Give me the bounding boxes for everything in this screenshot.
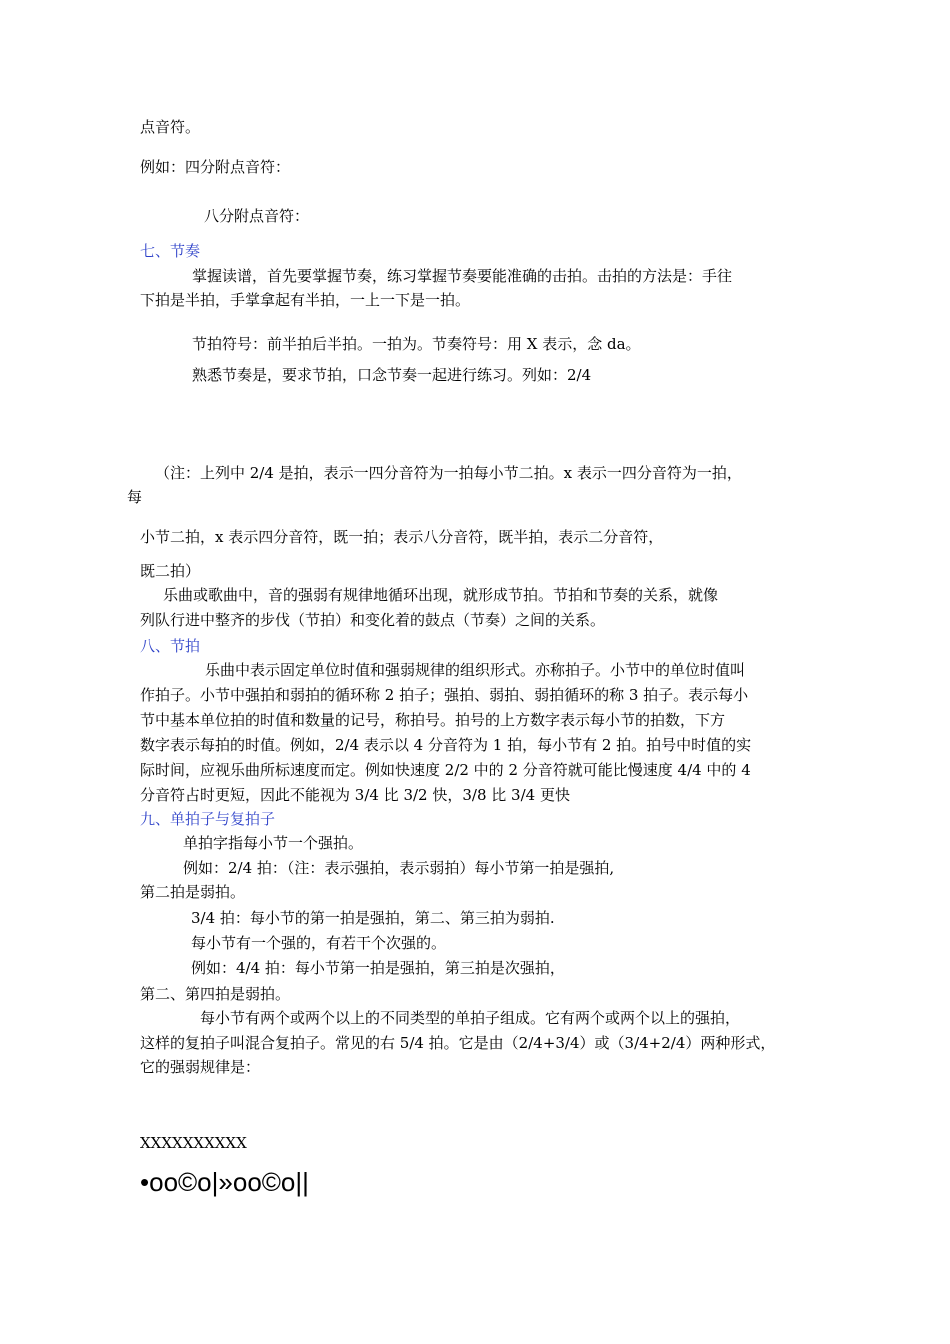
- rhythm-notation: XXXXXXXXXX: [140, 1134, 247, 1152]
- text-line: 单拍字指每小节一个强拍。: [183, 834, 364, 852]
- text-line: 例如：2/4 拍：（注：表示强拍，表示弱拍）每小节第一拍是强拍,: [183, 859, 615, 877]
- text-line: 乐曲中表示固定单位时值和强弱规律的组织形式。亦称拍子。小节中的单位时值叫: [205, 661, 746, 679]
- text-line: 第二、第四拍是弱拍。: [140, 985, 291, 1003]
- text-line: 八分附点音符：: [204, 207, 310, 225]
- text-line: 下拍是半拍，手掌拿起有半拍，一上一下是一拍。: [140, 291, 471, 309]
- text-line: 例如：4/4 拍：每小节第一拍是强拍，第三拍是次强拍，: [191, 959, 565, 977]
- text-line: 列队行进中整齐的步伐（节拍）和变化着的鼓点（节奏）之间的关系。: [140, 611, 606, 629]
- text-line: 掌握读谱，首先要掌握节奏，练习掌握节奏要能准确的击拍。击拍的方法是：手往: [192, 267, 733, 285]
- text-line: （注：上列中 2/4 是拍，表示一四分音符为一拍每小节二拍。x 表示一四分音符为一拍，: [155, 464, 742, 482]
- text-line: 数字表示每拍的时值。例如，2/4 表示以 4 分音符为 1 拍，每小节有 2 拍。拍号中时值的实: [140, 736, 752, 754]
- rhythm-symbols: •oo©o|»oo©o||: [140, 1167, 309, 1197]
- text-line: 它的强弱规律是：: [140, 1058, 261, 1076]
- section-heading-8: 八、节拍: [140, 637, 201, 655]
- section-heading-7: 七、节奏: [140, 242, 201, 260]
- text-line: 第二拍是弱拍。: [140, 883, 246, 901]
- text-line: 节中基本单位拍的时值和数量的记号，称拍号。拍号的上方数字表示每小节的拍数，下方: [140, 711, 726, 729]
- text-line: 这样的复拍子叫混合复拍子。常见的右 5/4 拍。它是由（2/4+3/4）或（3/4+2/4）两种形式，: [140, 1034, 776, 1052]
- section-heading-9: 九、单拍子与复拍子: [140, 810, 276, 828]
- text-line: 例如：四分附点音符：: [140, 158, 291, 176]
- text-line: 节拍符号：前半拍后半拍。一拍为。节奏符号：用 X 表示，念 da。: [192, 335, 641, 353]
- text-line: 乐曲或歌曲中，音的强弱有规律地循环出现，就形成节拍。节拍和节奏的关系，就像: [163, 586, 719, 604]
- text-line: 际时间，应视乐曲所标速度而定。例如快速度 2/2 中的 2 分音符就可能比慢速度 4/4 中的 4: [140, 761, 751, 779]
- text-line: 小节二拍，x 表示四分音符，既一拍；表示八分音符，既半拍，表示二分音符，: [140, 528, 664, 546]
- text-line: 既二拍）: [140, 562, 201, 580]
- text-line: 每小节有两个或两个以上的不同类型的单拍子组成。它有两个或两个以上的强拍，: [200, 1009, 741, 1027]
- text-line: 作拍子。小节中强拍和弱拍的循环称 2 拍子；强拍、弱拍、弱拍循环的称 3 拍子。表示每小: [140, 686, 749, 704]
- text-line: 3/4 拍：每小节的第一拍是强拍，第二、第三拍为弱拍.: [191, 909, 555, 927]
- text-line: 每: [127, 488, 143, 506]
- text-line: 熟悉节奏是，要求节拍，口念节奏一起进行练习。列如：2/4: [192, 366, 592, 384]
- text-line: 每小节有一个强的，有若干个次强的。: [191, 934, 447, 952]
- text-line: 点音符。: [140, 118, 201, 136]
- text-line: 分音符占时更短，因此不能视为 3/4 比 3/2 快，3/8 比 3/4 更快: [140, 786, 570, 804]
